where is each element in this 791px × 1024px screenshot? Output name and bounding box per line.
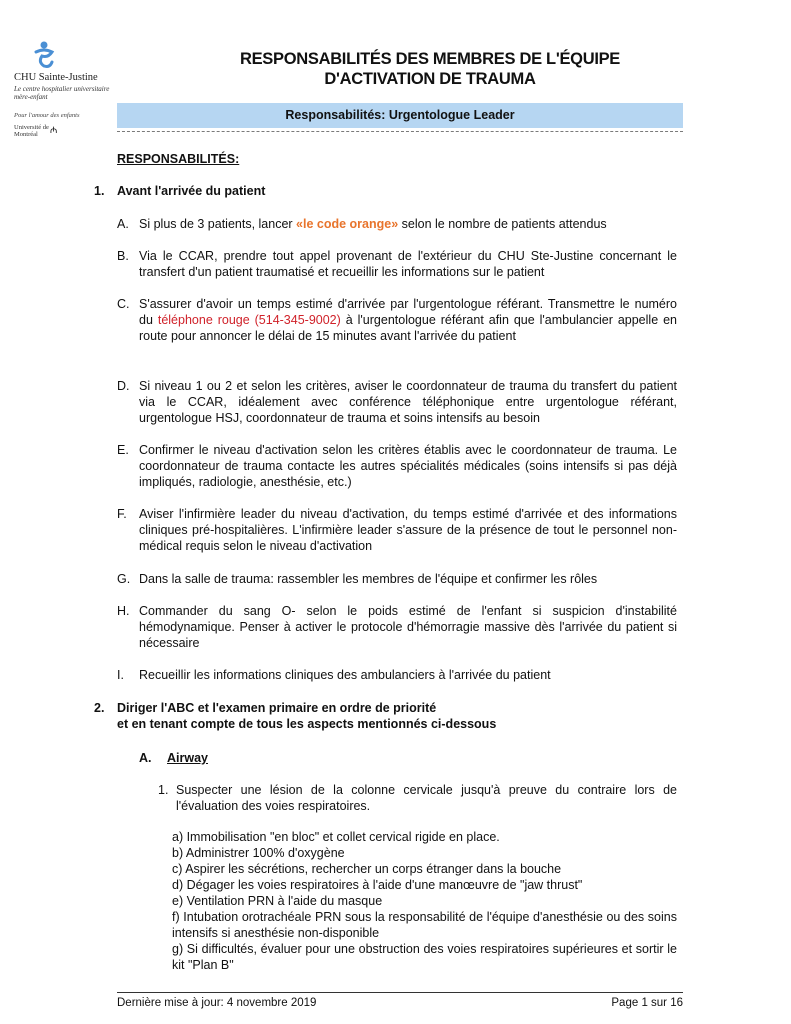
airway-subitem: a) Immobilisation "en bloc" et collet cervical rigide en place. xyxy=(172,830,500,844)
section2-heading-1: Diriger l'ABC et l'examen primaire en ordre de priorité xyxy=(117,701,437,715)
item-i: Recueillir les informations cliniques des ambulanciers à l'arrivée du patient xyxy=(139,668,551,682)
item-b: Via le CCAR, prendre tout appel provenant de l'extérieur du CHU Ste-Justine concernant le transfert d'un patient traumatisé et recueillir les informations sur le patient xyxy=(139,249,677,279)
item-letter: G. xyxy=(117,572,131,586)
subsection-letter: A. xyxy=(139,751,152,765)
section2-heading-2: et en tenant compte de tous les aspects mentionnés ci-dessous xyxy=(117,717,497,731)
item-letter: D. xyxy=(117,379,130,393)
section1-heading: Avant l'arrivée du patient xyxy=(117,184,266,198)
airway-subitem: g) Si difficultés, évaluer pour une obstruction des voies respiratoires supérieures et sortir le kit "Plan B" xyxy=(172,942,677,972)
section2-number: 2. xyxy=(94,701,105,715)
role-band: Responsabilités: Urgentologue Leader xyxy=(117,103,683,128)
band-divider xyxy=(117,131,683,132)
item-c xyxy=(139,296,677,344)
item-g: Dans la salle de trauma: rassembler les membres de l'équipe et confirmer les rôles xyxy=(139,572,598,586)
item-a-text-end: selon le nombre de patients attendus xyxy=(398,217,607,231)
item-letter: B. xyxy=(117,249,129,263)
airway-heading: Airway xyxy=(167,751,208,765)
page-title xyxy=(150,49,710,89)
item-a xyxy=(139,216,677,232)
item-a-text: Si plus de 3 patients, lancer xyxy=(139,217,297,231)
title-line-1: RESPONSABILITÉS DES MEMBRES DE L'ÉQUIPE xyxy=(239,50,621,68)
item-h: Commander du sang O- selon le poids estimé de l'enfant si suspicion d'instabilité hémodynamique. Penser à activer le protocole d'hémorragie massive dès l'arrivée du patient si nécessaire xyxy=(139,604,677,650)
logo-name: CHU Sainte-Justine xyxy=(14,72,98,83)
item-letter: F. xyxy=(117,507,127,521)
code-orange-link[interactable]: «le code orange» xyxy=(296,217,399,231)
airway-subitem: e) Ventilation PRN à l'aide du masque xyxy=(172,894,383,908)
item-letter: C. xyxy=(117,297,130,311)
page-number: Page 1 sur 16 xyxy=(611,997,683,1009)
udem-icon: ₼ xyxy=(50,125,58,135)
item-f: Aviser l'infirmière leader du niveau d'activation, du temps estimé d'arrivée et des informations cliniques pré-hospitalières. L'infirmière leader s'assure de la présence de tout le personnel non-médical requis selon le niveau d'activation xyxy=(139,507,677,553)
footer-divider xyxy=(117,992,683,993)
point-number: 1. xyxy=(158,783,169,797)
logo-tagline: Pour l'amour des enfants xyxy=(14,112,80,119)
section1-number: 1. xyxy=(94,184,105,198)
red-phone-link[interactable]: téléphone rouge (514-345-9002) xyxy=(157,313,341,327)
chu-logo-icon xyxy=(30,40,58,70)
logo-subtitle: Le centre hospitalier universitaire mère-enfant xyxy=(14,85,110,101)
item-letter: A. xyxy=(117,217,129,231)
airway-subitem: f) Intubation orotrachéale PRN sous la responsabilité de l'équipe d'anesthésie ou des soins intensifs si anesthésie non-disponible xyxy=(172,910,677,940)
udem-logo xyxy=(14,124,74,138)
udem-label: Université de Montréal xyxy=(14,124,49,138)
airway-point-1: Suspecter une lésion de la colonne cervicale jusqu'à preuve du contraire lors de l'évaluation des voies respiratoires. xyxy=(176,783,677,813)
last-updated: Dernière mise à jour: 4 novembre 2019 xyxy=(117,997,317,1009)
item-e: Confirmer le niveau d'activation selon les critères établis avec le coordonnateur de trauma. Le coordonnateur de trauma contacte les autres spécialités médicales (soins intensifs si pas déjà impliqués, radiologie, anesthésie, etc.) xyxy=(139,443,677,489)
item-letter: I. xyxy=(117,668,124,682)
item-d: Si niveau 1 ou 2 et selon les critères, aviser le coordonnateur de trauma du transfert du patient via le CCAR, idéalement avec conférence téléphonique entre urgentologue référant, urgentologue HSJ, coordonnateur de trauma et soins intensifs au besoin xyxy=(139,379,677,425)
item-letter: H. xyxy=(117,604,130,618)
item-c-text: S'assurer d'avoir un temps estimé d'arrivée par l'urgentologue référant. Transmettre le numéro du xyxy=(139,297,677,327)
airway-subitem: d) Dégager les voies respiratoires à l'aide d'une manœuvre de "jaw thrust" xyxy=(172,878,583,892)
item-c-text-end: à l'urgentologue référant afin que l'ambulancier appelle en route pour annoncer le délai de 15 minutes avant l'arrivée du patient xyxy=(139,313,677,343)
airway-subitem: b) Administrer 100% d'oxygène xyxy=(172,846,345,860)
section-label: RESPONSABILITÉS: xyxy=(117,152,240,166)
item-letter: E. xyxy=(117,443,129,457)
title-line-2: D'ACTIVATION DE TRAUMA xyxy=(324,70,536,88)
airway-subitem: c) Aspirer les sécrétions, rechercher un corps étranger dans la bouche xyxy=(172,862,562,876)
